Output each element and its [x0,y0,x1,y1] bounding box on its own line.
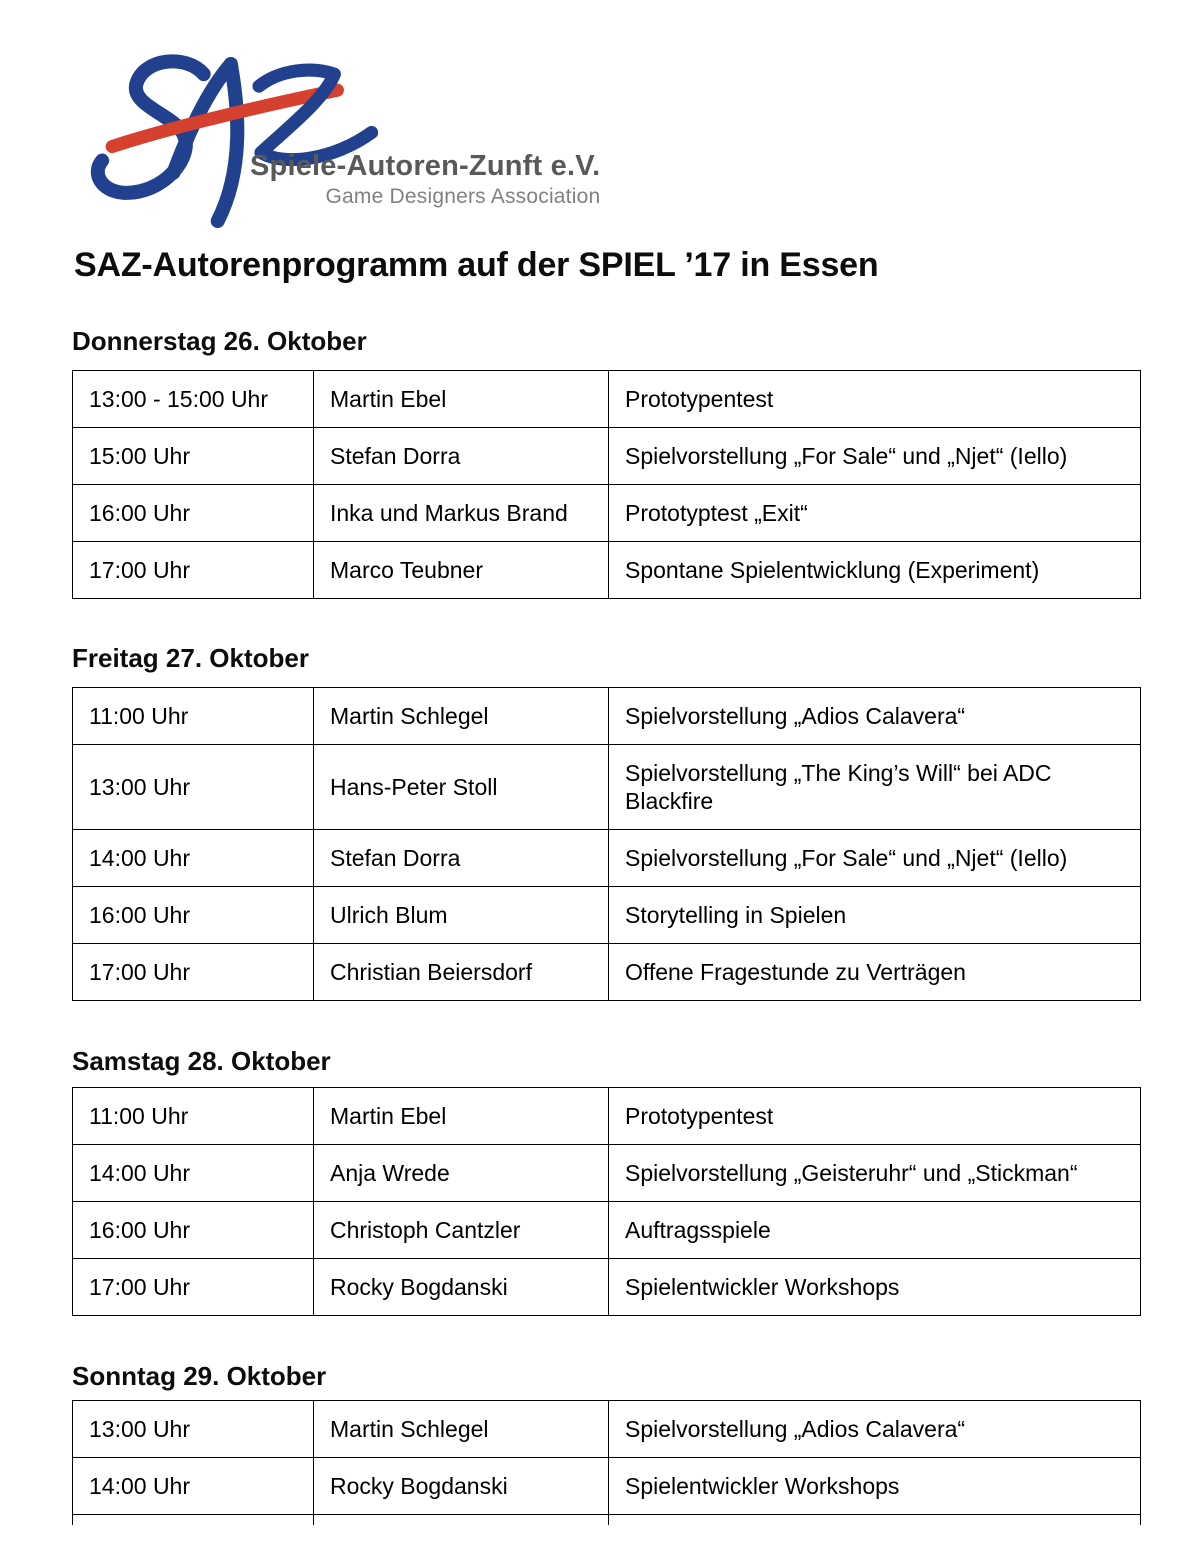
table-clip [72,1400,1142,1525]
event-cell: Auftragsspiele [609,1202,1141,1259]
day-heading-freitag: Freitag 27. Oktober [72,643,309,673]
event-cell: Spielentwickler Workshops [609,1259,1141,1316]
day-heading-sonntag: Sonntag 29. Oktober [72,1361,327,1391]
schedule-table-sonntag [72,1400,1141,1525]
person-cell: Inka und Markus Brand [314,485,609,542]
table-row-partial [73,1515,1141,1526]
schedule-table-samstag [72,1087,1141,1316]
event-cell: Prototypentest [609,1088,1141,1145]
person-cell: Christoph Cantzler [314,1202,609,1259]
person-cell: Martin Schlegel [314,688,609,745]
table-row [73,1458,1141,1515]
time-cell: 13:00 Uhr [73,745,314,830]
time-cell: 17:00 Uhr [73,944,314,1001]
person-cell: Stefan Dorra [314,428,609,485]
table-row [73,1401,1141,1458]
person-cell: Marco Teubner [314,542,609,599]
table-row [73,542,1141,599]
person-cell: Martin Schlegel [314,1401,609,1458]
person-cell: Christian Beiersdorf [314,944,609,1001]
table-row [73,688,1141,745]
logo-stroke-z [259,70,372,160]
time-cell: 11:00 Uhr [73,1088,314,1145]
time-cell: 14:00 Uhr [73,1145,314,1202]
person-cell [314,1515,609,1526]
event-cell: Spielvorstellung „Geisteruhr“ und „Stickman“ [609,1145,1141,1202]
event-cell: Spielvorstellung „The King’s Will“ bei ADC Blackfire [609,745,1141,830]
event-cell: Prototyptest „Exit“ [609,485,1141,542]
table-row [73,1088,1141,1145]
event-cell: Spontane Spielentwicklung (Experiment) [609,542,1141,599]
time-cell: 15:00 Uhr [73,428,314,485]
table-row [73,887,1141,944]
event-cell: Spielvorstellung „For Sale“ und „Njet“ (Iello) [609,428,1141,485]
event-cell: Spielvorstellung „For Sale“ und „Njet“ (Iello) [609,830,1141,887]
time-cell: 16:00 Uhr [73,887,314,944]
time-cell: 13:00 - 15:00 Uhr [73,371,314,428]
org-subtitle: Game Designers Association [325,185,601,208]
time-cell: 16:00 Uhr [73,1202,314,1259]
event-cell: Spielvorstellung „Adios Calavera“ [609,1401,1141,1458]
time-cell: 17:00 Uhr [73,1259,314,1316]
person-cell: Ulrich Blum [314,887,609,944]
event-cell: Spielvorstellung „Adios Calavera“ [609,688,1141,745]
schedule-table-donnerstag [72,370,1141,599]
schedule-table-freitag [72,687,1141,1001]
person-cell: Anja Wrede [314,1145,609,1202]
saz-logo-text [250,150,600,209]
table-row [73,371,1141,428]
table-row [73,1202,1141,1259]
table-row [73,944,1141,1001]
time-cell: 17:00 Uhr [73,542,314,599]
time-cell: 16:00 Uhr [73,485,314,542]
day-heading-samstag: Samstag 28. Oktober [72,1046,331,1076]
time-cell: 14:00 Uhr [73,830,314,887]
time-cell: 14:00 Uhr [73,1458,314,1515]
person-cell: Rocky Bogdanski [314,1458,609,1515]
page-title: SAZ-Autorenprogramm auf der SPIEL ’17 in Essen [74,246,879,284]
person-cell: Rocky Bogdanski [314,1259,609,1316]
person-cell: Hans-Peter Stoll [314,745,609,830]
time-cell: 11:00 Uhr [73,688,314,745]
table-row [73,428,1141,485]
day-heading-donnerstag: Donnerstag 26. Oktober [72,326,367,356]
person-cell: Martin Ebel [314,371,609,428]
event-cell: Prototypentest [609,371,1141,428]
time-cell: 13:00 Uhr [73,1401,314,1458]
table-row [73,1259,1141,1316]
event-cell: Storytelling in Spielen [609,887,1141,944]
person-cell: Martin Ebel [314,1088,609,1145]
time-cell [73,1515,314,1526]
table-row [73,1145,1141,1202]
person-cell: Stefan Dorra [314,830,609,887]
table-row [73,745,1141,830]
table-row [73,485,1141,542]
org-name: Spiele-Autoren-Zunft e.V. [250,150,601,182]
event-cell: Spielentwickler Workshops [609,1458,1141,1515]
table-row [73,830,1141,887]
event-cell [609,1515,1141,1526]
event-cell: Offene Fragestunde zu Verträgen [609,944,1141,1001]
